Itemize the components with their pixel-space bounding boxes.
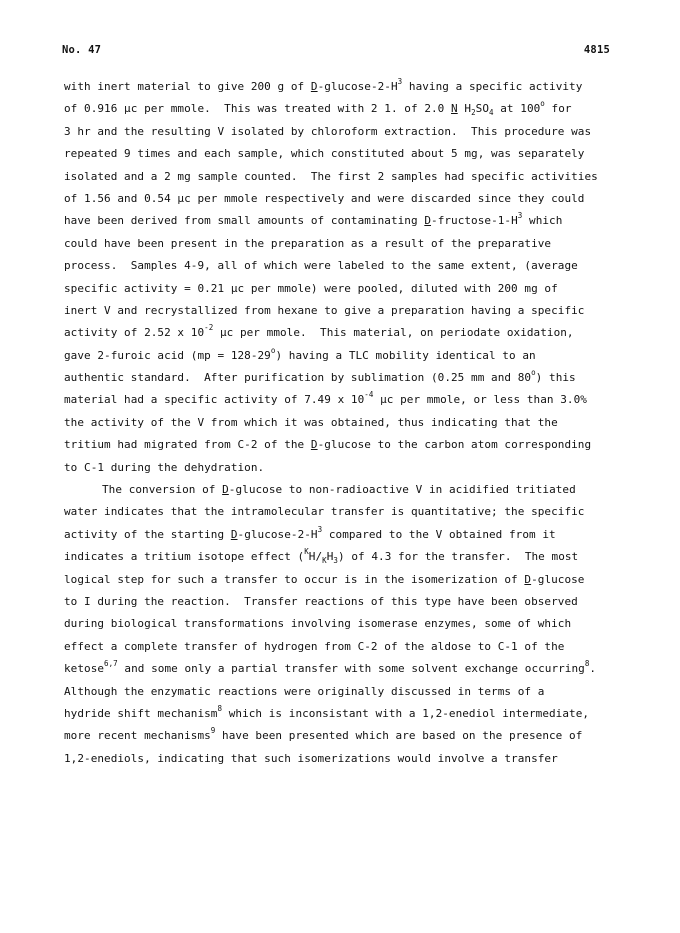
text-line — [64, 703, 624, 725]
text-line — [64, 569, 624, 591]
page-number: 4815 — [583, 44, 610, 56]
text-run: . — [589, 662, 597, 676]
subscript: K — [322, 556, 327, 566]
text-run: ) of 4.3 for the transfer. The most — [338, 550, 579, 564]
superscript: o — [540, 99, 545, 109]
text-run: have been derived from small amounts of contaminating — [64, 214, 425, 228]
subscript: 3 — [333, 556, 338, 566]
text-run: ketose — [64, 662, 105, 676]
text-run: process. Samples 4-9, all of which were labeled to the same extent, (average — [64, 259, 578, 273]
article-body — [64, 76, 624, 770]
text-line — [64, 278, 624, 300]
text-run: compared to the V obtained from it — [322, 527, 556, 541]
text-line — [64, 524, 624, 546]
text-run: SO — [475, 102, 489, 116]
text-line — [64, 681, 624, 703]
superscript: 9 — [210, 726, 216, 736]
text-line — [64, 300, 624, 322]
text-line — [64, 98, 624, 120]
superscript: 3 — [397, 77, 403, 86]
text-run: activity of the starting — [64, 527, 231, 541]
text-line — [64, 636, 624, 658]
text-run: to I during the reaction. Transfer reactions of this type have been observed — [64, 594, 578, 608]
text-line — [64, 501, 624, 523]
text-line — [64, 255, 624, 277]
text-run: to C-1 during the dehydration. — [64, 460, 265, 474]
text-line — [64, 658, 624, 680]
text-line — [64, 166, 624, 188]
text-run: water indicates that the intramolecular transfer is quantitative; the specific — [64, 505, 585, 519]
text-run: µc per mmole. This material, on periodate oxidation, — [213, 326, 574, 340]
text-run: repeated 9 times and each sample, which constituted about 5 mg, was separately — [64, 147, 585, 161]
superscript: -2 — [204, 323, 214, 333]
text-run: with inert material to give 200 g of — [64, 80, 311, 93]
text-line — [64, 412, 624, 434]
text-run: H — [457, 102, 472, 116]
paragraph — [64, 76, 624, 479]
text-run: D — [310, 80, 318, 93]
text-line — [64, 322, 624, 344]
journal-issue-number: No. 47 — [62, 44, 102, 56]
text-line — [64, 233, 624, 255]
text-run: The conversion of — [102, 483, 223, 497]
text-run: -glucose to non-radioactive V in acidified tritiated — [228, 483, 576, 497]
text-line — [64, 188, 624, 210]
subscript: 4 — [489, 108, 494, 118]
text-run: tritium had migrated from C-2 of the — [64, 438, 311, 452]
text-run: -glucose to the carbon atom corresponding — [317, 438, 592, 452]
text-line — [64, 143, 624, 165]
text-run: -glucose-2-H — [317, 80, 398, 93]
text-run: and some only a partial transfer with some solvent exchange occurring — [117, 662, 585, 676]
text-run: during biological transformations involving isomerase enzymes, some of which — [64, 617, 572, 631]
text-line — [64, 479, 624, 501]
text-run: for — [544, 102, 572, 116]
superscript: 3 — [517, 211, 523, 221]
text-run: gave 2-furoic acid (mp = 128-29 — [64, 348, 271, 362]
subscript: 2 — [471, 108, 476, 118]
text-run: material had a specific activity of 7.49 x 10 — [64, 393, 365, 407]
text-run: activity of 2.52 x 10 — [64, 326, 205, 340]
text-line — [64, 389, 624, 411]
text-run: inert V and recrystallized from hexane to give a preparation having a specific — [64, 303, 585, 317]
text-line — [64, 434, 624, 456]
text-run: ) having a TLC mobility identical to an — [275, 348, 536, 362]
text-run: Although the enzymatic reactions were originally discussed in terms of a — [64, 684, 545, 698]
superscript: o — [531, 368, 536, 378]
text-run: -glucose-2-H — [237, 527, 318, 541]
superscript: 6,7 — [104, 659, 118, 669]
text-run: of 0.916 µc per mmole. This was treated with 2 1. of 2.0 — [64, 102, 452, 116]
text-run: having a specific activity — [402, 80, 583, 93]
paragraph — [64, 479, 624, 770]
text-run: 3 hr and the resulting V isolated by chloroform extraction. This procedure was — [64, 124, 592, 138]
superscript: o — [270, 345, 276, 355]
text-run: authentic standard. After purification by sublimation (0.25 mm and 80 — [64, 371, 532, 385]
superscript: 3 — [317, 524, 323, 534]
text-line — [64, 457, 624, 479]
text-run: 1,2-enediols, indicating that such isomerizations would involve a transfer — [64, 751, 558, 765]
superscript: 8 — [217, 703, 223, 713]
text-line — [64, 748, 624, 770]
text-run: hydride shift mechanism — [64, 706, 218, 720]
text-run: N — [451, 102, 458, 116]
text-run: more recent mechanisms — [64, 729, 211, 743]
text-line — [64, 367, 624, 389]
text-line — [64, 121, 624, 143]
text-run: which is inconsistant with a 1,2-enediol intermediate, — [222, 706, 590, 720]
text-line — [64, 725, 624, 747]
text-run: D — [424, 214, 432, 228]
text-run: at 100 — [493, 102, 541, 116]
text-run: which — [522, 214, 563, 228]
text-run: ) this — [535, 371, 576, 385]
text-run: of 1.56 and 0.54 µc per mmole respectively and were discarded since they could — [64, 191, 585, 205]
text-line — [64, 76, 624, 98]
superscript: K — [304, 547, 309, 557]
text-line — [64, 613, 624, 635]
text-run: D — [222, 483, 229, 497]
superscript: 8 — [584, 659, 590, 669]
text-run: D — [524, 572, 532, 586]
text-run: H/ — [308, 550, 323, 564]
text-line — [64, 210, 624, 232]
text-run: -glucose — [531, 572, 585, 586]
text-run: the activity of the V from which it was obtained, thus indicating that the — [64, 415, 558, 429]
text-run: have been presented which are based on the presence of — [215, 729, 583, 743]
text-run: isolated and a 2 mg sample counted. The first 2 samples had specific activities — [64, 169, 598, 183]
text-run: µc per mmole, or less than 3.0% — [373, 393, 587, 407]
text-run: H — [326, 550, 334, 564]
superscript: -4 — [364, 390, 374, 400]
text-run: logical step for such a transfer to occur is in the isomerization of — [64, 572, 525, 586]
text-run: -fructose-1-H — [431, 214, 518, 228]
text-run: D — [230, 527, 238, 541]
text-run: specific activity = 0.21 µc per mmole) were pooled, diluted with 200 mg of — [64, 281, 558, 295]
text-line — [64, 345, 624, 367]
text-line — [64, 591, 624, 613]
text-run: D — [310, 438, 318, 452]
text-run: effect a complete transfer of hydrogen from C-2 of the aldose to C-1 of the — [64, 639, 565, 653]
text-run: could have been present in the preparation as a result of the preparative — [64, 236, 552, 250]
text-line — [64, 546, 624, 568]
text-run: indicates a tritium isotope effect ( — [64, 550, 305, 564]
